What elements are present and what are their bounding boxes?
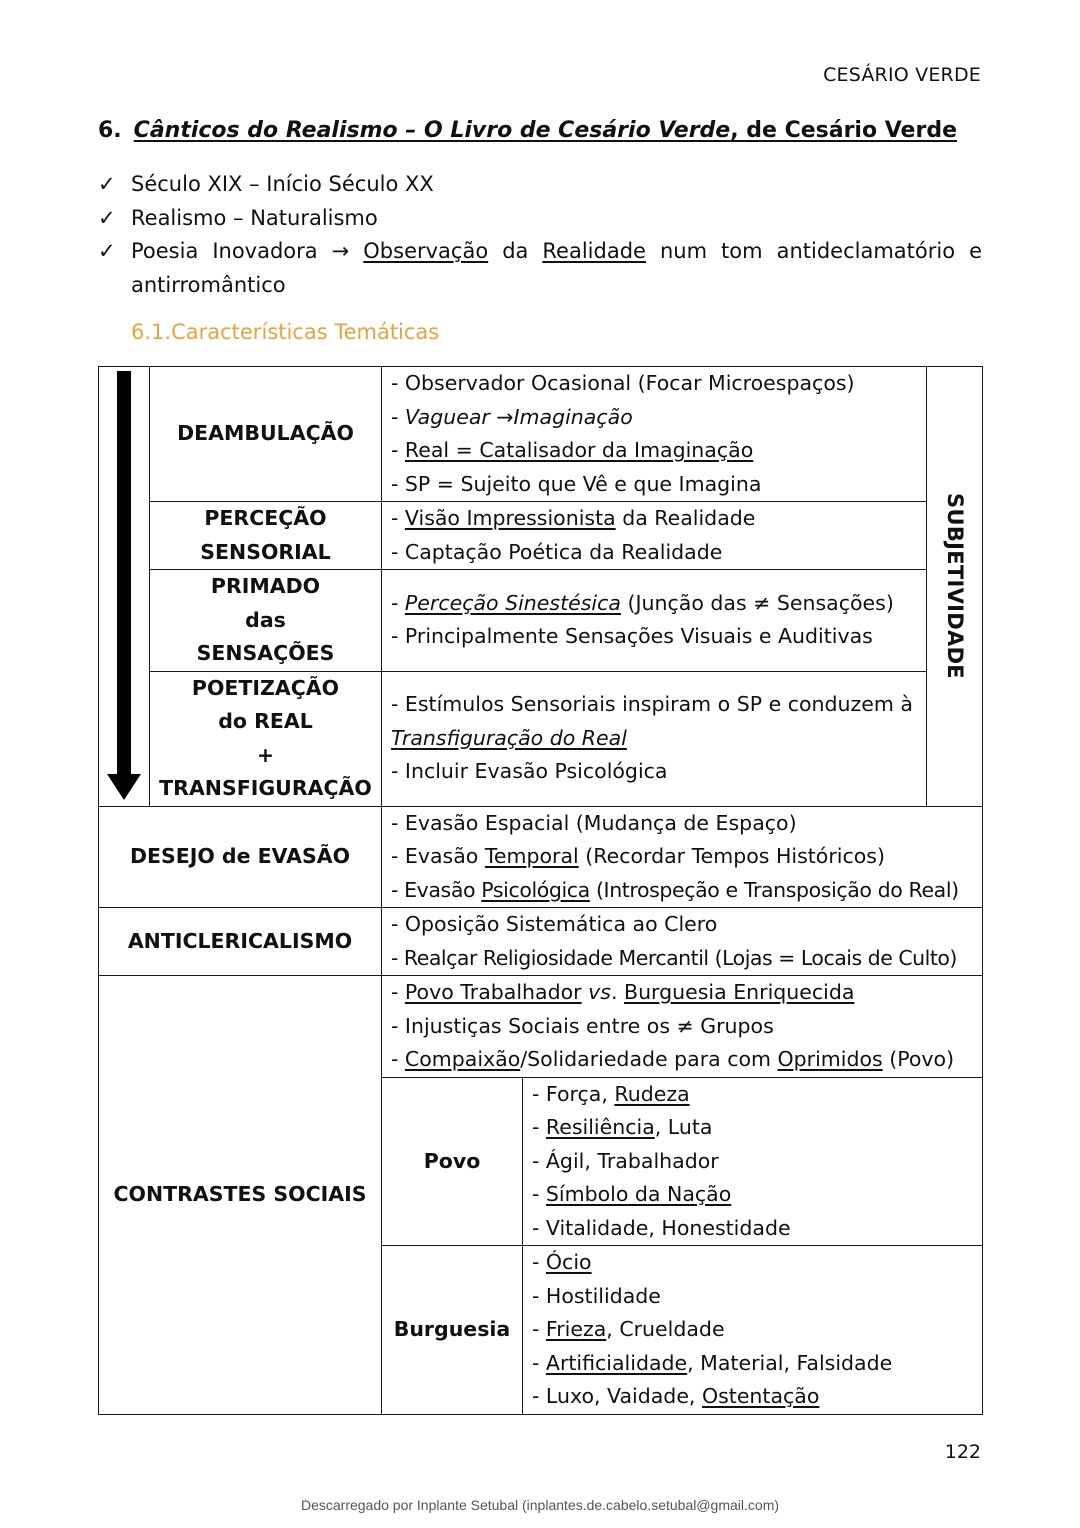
row-label: CONTRASTES SOCIAIS bbox=[99, 976, 382, 1415]
row-content: - Força, Rudeza - Resiliência, Luta - Ágil, Trabalhador - Símbolo da Nação - Vitalidade, Honestidade bbox=[523, 1077, 983, 1246]
list-item bbox=[98, 202, 982, 236]
arrow-right-icon: → bbox=[496, 404, 514, 429]
row-content: - Estímulos Sensoriais inspiram o SP e conduzem à Transfiguração do Real - Incluir Evasão Psicológica bbox=[382, 671, 927, 806]
group-label-povo: Povo bbox=[382, 1077, 523, 1246]
list-item-text-continued: antirromântico bbox=[131, 272, 286, 297]
row-label: DEAMBULAÇÃO bbox=[150, 367, 382, 502]
list-item-text: Século XIX – Início Século XX bbox=[131, 172, 434, 196]
check-icon: ✓ bbox=[98, 172, 116, 196]
table-row bbox=[99, 671, 983, 806]
section-number: 6. bbox=[98, 118, 122, 143]
row-content: - Oposição Sistemática ao Clero - Realçar Religiosidade Mercantil (Lojas = Locais de Culto) bbox=[382, 908, 983, 976]
checklist bbox=[98, 168, 982, 302]
row-content: - Observador Ocasional (Focar Microespaços) - Vaguear →Imaginação - Real = Catalisador da Imaginação - SP = Sujeito que Vê e que Imagina bbox=[382, 367, 927, 502]
row-content: - Visão Impressionista da Realidade - Captação Poética da Realidade bbox=[382, 502, 927, 570]
table-row bbox=[99, 502, 983, 570]
thematic-table bbox=[98, 366, 983, 1415]
table-row bbox=[99, 570, 983, 672]
list-item bbox=[98, 235, 982, 302]
row-label: PERCEÇÃO SENSORIAL bbox=[150, 502, 382, 570]
running-header: CESÁRIO VERDE bbox=[823, 64, 981, 86]
progression-arrow bbox=[99, 367, 150, 807]
arrow-shaft bbox=[117, 371, 131, 776]
row-label: PRIMADO das SENSAÇÕES bbox=[150, 570, 382, 672]
list-item-text: Poesia Inovadora → Observação da Realidade num tom antideclamatório e bbox=[131, 235, 982, 269]
row-label: ANTICLERICALISMO bbox=[99, 908, 382, 976]
table-row bbox=[99, 367, 983, 502]
arrow-down-icon bbox=[107, 774, 141, 800]
check-icon: ✓ bbox=[98, 205, 116, 230]
row-label: DESEJO de EVASÃO bbox=[99, 806, 382, 908]
group-label-burguesia: Burguesia bbox=[382, 1246, 523, 1415]
check-icon: ✓ bbox=[98, 239, 116, 263]
row-content: - Povo Trabalhador vs. Burguesia Enriquecida - Injustiças Sociais entre os ≠ Grupos - Compaixão/Solidariedade para com Oprimidos (Povo) bbox=[382, 976, 983, 1078]
row-content: - Perceção Sinestésica (Junção das ≠ Sensações) - Principalmente Sensações Visuais e Auditivas bbox=[382, 570, 927, 672]
table-row bbox=[99, 806, 983, 908]
arrow-right-icon: → bbox=[331, 239, 350, 263]
page-number: 122 bbox=[944, 1441, 981, 1463]
row-label: POETIZAÇÃO do REAL + TRANSFIGURAÇÃO bbox=[150, 671, 382, 806]
list-item-text: Realismo – Naturalismo bbox=[131, 205, 378, 230]
side-label: SUBJETIVIDADE bbox=[927, 367, 983, 807]
section-title bbox=[98, 118, 957, 143]
row-content: - Ócio - Hostilidade - Frieza, Crueldade - Artificialidade, Material, Falsidade - Luxo, Vaidade, Ostentação bbox=[523, 1246, 983, 1415]
list-item bbox=[98, 168, 982, 202]
download-footer: Descarregado por Inplante Setubal (inplantes.de.cabelo.setubal@gmail.com) bbox=[300, 1497, 780, 1513]
subsection-heading: 6.1.Características Temáticas bbox=[131, 320, 440, 344]
table-row bbox=[99, 908, 983, 976]
section-title-rest: , de Cesário Verde bbox=[730, 118, 957, 143]
row-content: - Evasão Espacial (Mudança de Espaço) - Evasão Temporal (Recordar Tempos Históricos) - Evasão Psicológica (Introspeção e Transposição do Real) bbox=[382, 806, 983, 908]
section-title-italic: Cânticos do Realismo – O Livro de Cesário Verde bbox=[133, 118, 731, 143]
table-row bbox=[99, 976, 983, 1078]
